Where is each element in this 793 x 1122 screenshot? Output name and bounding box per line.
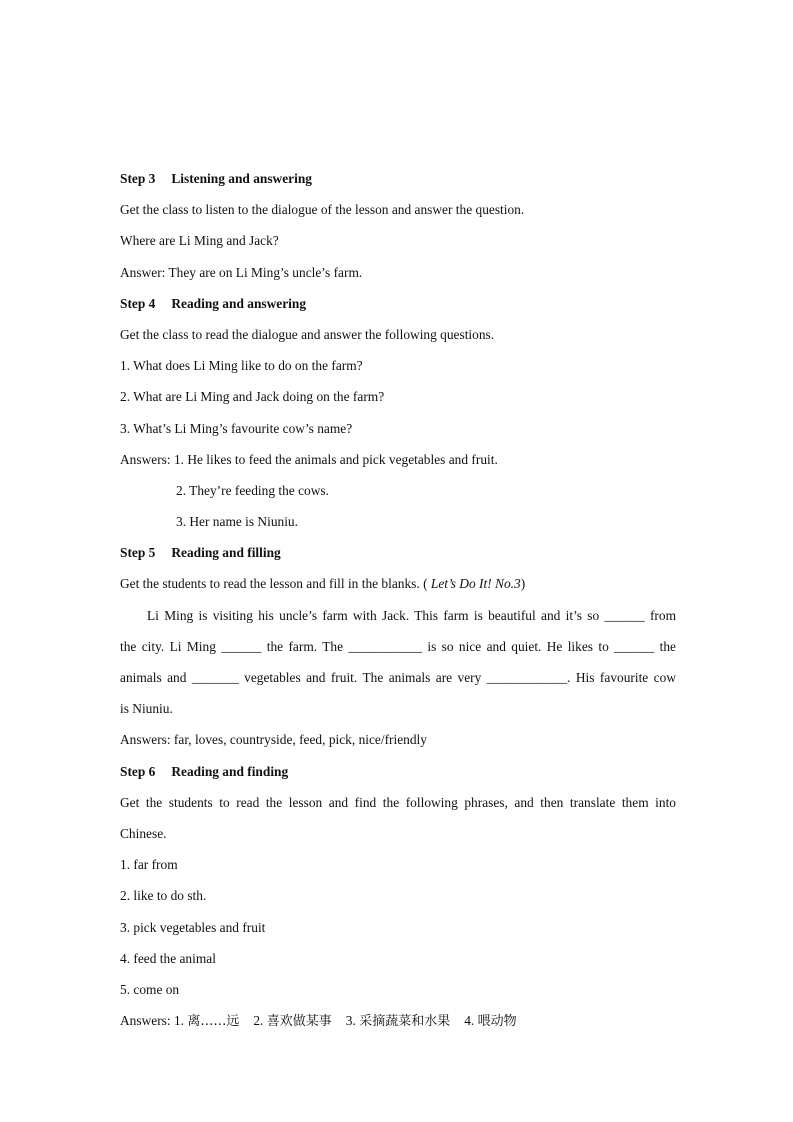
step6-answers-line [120, 1005, 676, 1036]
step4-answer: 2. They’re feeding the cows. [176, 482, 329, 498]
step4-answer: 3. Her name is Niuniu. [176, 514, 298, 530]
step4-question: 2. What are Li Ming and Jack doing on the farm? [120, 389, 385, 405]
step6-phrase: 3. pick vegetables and fruit [120, 919, 266, 935]
step6-answer-num: 3. [345, 1013, 356, 1029]
step4-question: 1. What does Li Ming like to do on the farm? [120, 358, 363, 374]
step5-label: Step 5 [120, 545, 156, 561]
step6-phrase: 4. feed the animal [120, 950, 216, 966]
step6-instruction-line: Get the students to read the lesson and find the following phrases, and then translate them into [120, 794, 676, 810]
step6-phrase: 1. far from [120, 857, 178, 873]
step4-label: Step 4 [120, 295, 156, 311]
step6-phrase: 2. like to do sth. [120, 888, 207, 904]
step5-instruction-close: ) [520, 576, 526, 592]
lesson-document [120, 163, 676, 1036]
step6-label: Step 6 [120, 763, 156, 779]
step5-heading [120, 537, 676, 568]
step5-instruction [120, 568, 676, 599]
step6-title: Reading and finding [171, 763, 289, 779]
step3-title: Listening and answering [171, 171, 312, 186]
step4-question: 3. What’s Li Ming’s favourite cow’s name? [120, 420, 353, 436]
step5-passage-line: the city. Li Ming ______ the farm. The ___________ is so nice and quiet. He likes to ______ the [120, 638, 676, 654]
step6-heading [120, 756, 676, 787]
step5-instruction-ref: Let’s Do It! No.3 [430, 576, 521, 592]
step5-answers: Answers: far, loves, countryside, feed, pick, nice/friendly [120, 732, 427, 748]
step4-heading [120, 288, 676, 319]
step6-answer-num: 1. [173, 1013, 184, 1029]
step6-answer-text: 喜欢做某事 [266, 1014, 332, 1030]
step6-instruction-line: Chinese. [120, 825, 167, 841]
step4-answers-line [120, 444, 676, 475]
step5-passage-line: animals and _______ vegetables and fruit. The animals are very ____________. His favourite cow [120, 670, 676, 685]
step3-label: Step 3 [120, 171, 156, 186]
step6-answer-text: 采摘蔬菜和水果 [359, 1014, 451, 1030]
step3-instruction: Get the class to listen to the dialogue of the lesson and answer the question. [120, 202, 525, 218]
step4-title: Reading and answering [171, 295, 307, 311]
step6-answers-prefix: Answers: [120, 1013, 174, 1029]
step3-answer: Answer: They are on Li Ming’s uncle’s farm. [120, 264, 363, 280]
step6-answer-num: 4. [464, 1013, 475, 1029]
step5-title: Reading and filling [171, 545, 281, 561]
step6-phrase: 5. come on [120, 981, 180, 997]
step4-answers-prefix: Answers: [120, 451, 174, 467]
step5-passage-line: Li Ming is visiting his uncle’s farm with Jack. This farm is beautiful and it’s so ______ from [147, 607, 676, 623]
step5-passage-line: is Niuniu. [120, 701, 173, 717]
step5-instruction-text: Get the students to read the lesson and fill in the blanks. ( [120, 576, 428, 592]
step6-answer-num: 2. [253, 1013, 264, 1029]
step3-question: Where are Li Ming and Jack? [120, 233, 279, 249]
step6-answer-text: 离……远 [187, 1014, 240, 1030]
step6-answer-text: 喂动物 [477, 1014, 517, 1030]
step3-heading [120, 163, 676, 194]
step4-answer: 1. He likes to feed the animals and pick vegetables and fruit. [173, 451, 498, 467]
step4-instruction: Get the class to read the dialogue and answer the following questions. [120, 326, 495, 342]
